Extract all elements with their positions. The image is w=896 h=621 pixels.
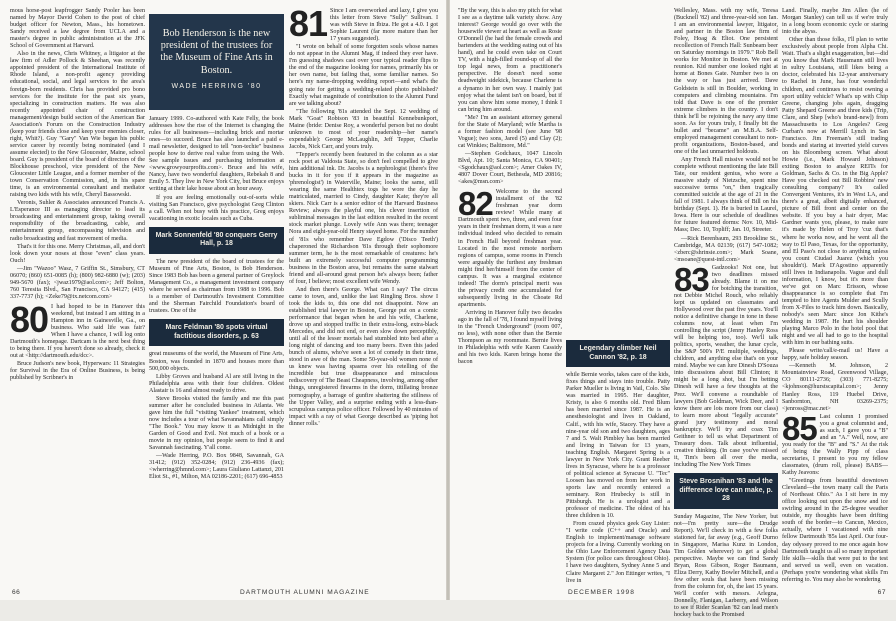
paragraph: while Bernie works, takes care of the kids, fixes things and stays into trouble. Patty Parker Mueller is living in Vail, Colo. She was married in 1995. Her daughter, Kristy, is also 6 months old. Fred Blum has been married since 1987. He is an anesthesiologist and lives in Oakland, Calif., with his wife, Stacey. They have a nine-year old son and two daughters, ages 7 and 5. Walt Pimbley has been married and living in Taiwan for 13 years, teaching English. Margaret Spring is a lawyer in New York City. Grant Reeber lives in Syracuse, where he is a professor of political science at Syracuse U. "Tec" Loosen has moved on from her work in sports law and recently entered a seminary. Ron Hrubecky is still in Pittsburgh. He is a urologist and a professor of medicine. The oldest of his three children is 10. (566, 372, 670, 520)
paragraph: Other than those folks, I'll plan to write exclusively about people from Alpha Chi. Wait. That's a slight exaggeration, but—did you know that Mark Hausmann still lives in sultry Louisiana, still likes being a doctor, celebrated his 12-year anniversary to Rachel in June, has four wonderful children, and continues to resist owning a sport utility vehicle? What's up with Chip Greene, changing jobs again, dragging Patty Shepard Greene and three kids (Trip, Clare, and Shep [who's brand-new]) from Massachusetts to Los Angeles? Greg Curban's now at Merrill Lynch in San Francisco. Jim Freeman's still trading bonds and staring at inverted yield curves on his Bloomberg screen. What about Howie (i.e., Mark Howard Johnson) exiting Boston to analyze REITs for Goldman, Sachs & Co. in the Big Apple? Have you checked out Bill Robbins' new consulting company? It's called Convergent Ventures, it's in West LA, and there's a great, albeit digitally enhanced, picture of Bill front and center on the website. If you buy a hair dryer, Mac Gardner wants you, please, to make sure it's made by Helen of Troy 'cuz that's where he works now, and he went all the way to El Paso, Texas, for the opportunity, and El Paso's not close to anything unless you count Ciudad Juarez (which you shouldn't). Mark D'Agostino apparently still lives in Indianapolis. Vague and dull information, I know, but it's more than we've got on Marc Erisson, whose disappearance is so complete that I'm tempted to hire Agents Mulder and Scully from X-Files to track him down. Basically, nobody's seen Marc since Jon Kithe's wedding in 1987. He hurt his shoulder playing Marco Polo in the hotel pool that night and we all had to go to the hospital with him in our bathing suits. (782, 37, 888, 347)
right-column-1 (458, 8, 562, 367)
paragraph: Last column I promised you a great columnist and, as such, I gave you a "B" and an "A." Well, now, are you ready for the "B" and "S." At the risk of being the Wally Pipp of class secretaries, I present to you my fellow classmates, (drum roll, please) BABS—Kathy Jeavons: (782, 413, 888, 477)
paragraph: The new president of the board of trustees for the Museum of Fine Arts, Boston, is Bob Henderson. Since 1983 Bob has been a general partner of Greylock Management Co., a management investment company where he served as chairman from 1988 to 1996. Bob is a member of Dartmouth's Investment Committee and the Sherman Fairchild Foundation's board of trustees. One of the (149, 258, 284, 315)
paragraph: mous horse-post leapfrogger Sandy Pooler has been named by Mayor David Cohen to the post of chief budget officer for Newton, Mass., his hometown. Sandy received a law degree from UCLA and a master's degree in public administration at the JFK School of Government at Harvard. (10, 8, 145, 50)
left-column-3 (289, 3, 438, 429)
paragraph: "The following '81s attended the Sept. 12 wedding of Mark "Goat" Robison '83 in beautiful Kennebunkport, Maine (bride: Denise Roy, a wonderful person but no doubt unknown to most of your readership—her name's expendable): George McLaughlin, Jeff Tepper, Charlie Jacobs, Nick Carr, and yours truly. (289, 108, 438, 150)
paragraph: That's it for this one. Merry Christmas, all, and don't look down your noses at those "even" class years. Ouch! (10, 243, 145, 264)
paragraph: "Tepper's recently been featured in the column as a star rock poet at Valdosta State, so don't feel compelled to give him additional ink. Dr. Jacobs is a nephrologist (there's five bucks in it for you if it appears in the magazine as 'phrenologist') in Waterville, Maine; looks the same, still wearing the same Healthtex togs he wore the day he matriculated, married to Cindy, daughter Kate; they're all skiers. Nick Carr is a senior editor of the Harvard Business Review; always the playful one, his clever insertion of subliminal messages in the last edition resulted in the recent stock market plunge. Lovely wife Ann was there; teenager Nora and eight-year-old Henry stayed home. For the number of '81s who remember Dave Egdow ('Disco Teeth') chaperoned the Richardson '81s through their sophomore summer term, he is the most remarkable of creatures: he's built an extremely successful computer programming business in the Boston area, but remains the same stalwart friend and all-around great person he's always been; father of four, I believe; most excellent wife Wendy. (289, 151, 438, 285)
paragraph: great museums of the world, the Museum of Fine Arts, Boston, was founded in 1870 and houses more than 500,000 objects. (149, 351, 284, 372)
paragraph: Gadzooks! Not one, but two deadlines missed already. Blame it on me for botching the transition, not Debbie Michel Rouch, who reliably kept us updated on classmates and Hollywood over the past five years. You'll notice a definitive change in tone in these columns now, at least when I'm controlling the script (Jenny Hanley Ross will be helping too, too). We'll talk politics, sports, weather, the lunar cycle, the S&P 500's P/E multiple, weddings, children, and anything else that's on your mind. Maybe we can lure Dinesh D'Souza into discussions about Bill Clinton; it might be a long shot, but I'm betting Dinesh will have a few thoughts at the Prez. We'll convene a roundtable of lawyers (Bob Goldman, Wick Deer, and I know there are lots more from our class) to learn more about "legally accurate" grand jury testimony and moral bankruptcy. We'll try and coax Tim Geithner to tell us what Department of Treasury does. Talk about influential, creative thinking. (In case you've missed it, Tim's been all over the media, including The New York Times (674, 264, 778, 468)
paragraph: "Me? I'm an assistant attorney general for the State of Maryland; wife Martha is a former fashion model (see June '98 Vogue); two sons, Jared (5) and Clay (2); cat Winkies; Baltimore, Md." (458, 114, 562, 149)
paragraph: Please write/call/e-mail us! Have a happy, safe holiday season. (782, 348, 888, 362)
paragraph: From crazed physics geek Guy Lister: "I write code (C++ and Oracle) and English to implement/manage software projects for a living. Currently working on the Ohio Law Enforcement Agency Data System (for police cars throughout Ohio). I have two daughters, Sydney Anne 5 and Claire Margaret 2." Jon Ettinger writes, "I live in (566, 521, 670, 584)
class-secretary-signature: —Wade Herring, P.O. Box 9848, Savannah, GA 31412; (912) 352-0284; (912) 236-4936 (fax); <wherring@hmnd.com>; Laura Giuliano Lattanzi, 201 Eliot St., #1, Milton, MA 02186-2201; (617) 696-4853 (149, 453, 284, 481)
class-entry-82 (458, 185, 562, 366)
issue-date-footer: DECEMBER 1998 (568, 589, 635, 596)
paragraph: Since I am overworked and lazy, I give you this letter from Steve "Sully" Sullivan. I was with Steve in Ibiza. He got a 4.0. I got Sophie Laurent (far more mature than her 17 years suggested). (330, 8, 438, 43)
paragraph: Welcome to the second installment of the '82 freshman year dorm review! While many at Dartmouth spent two, three, and even four years in their freshman dorm, it was a rare individual indeed who decided to remain in French Hall beyond freshman year. Located in the most remote northern regions of campus, some rooms in French were arguably the furthest any freshman might find her/himself from the center of campus. It was a marginal existence indeed! The dorm's principal merit was the privacy credit one accumulated for subsequently living in the Choate Rd apartments. (458, 189, 562, 308)
class-year-dropcap: 82 (458, 185, 493, 223)
paragraph: Libby Groves and husband Al are still living in the Philadelphia area with their four children. Oldest Alastair is 16 and almost ready to drive. (149, 373, 284, 394)
paragraph: "I wrote on behalf of some forgotten souls whose names do not appear in the Alumni Mag, if indeed they ever have. I'm guessing shadows cast over your typical reader flips to the end of the magazine looking for names, primarily his or her own name, but failing that, some familiar names. So here's my name-dropping wedding report—and what's the going rate for getting a wedding-related photo published? Exactly what magnitude of contribution to the Alumni Fund are we talking about? (289, 44, 438, 107)
cross-reference-callout[interactable]: Marc Feldman '80 spots virtual factitious disorders, p. 63 (149, 319, 284, 346)
class-year-dropcap: 81 (289, 3, 328, 44)
paragraph: Bruce Judson's new book, Hyperwars: 11 Strategies for Survival in the Era of Online Business, is being published by Scribner's in (10, 361, 145, 382)
pull-quote-text: Bob Henderson is the new president of the trustees for the Museum of Fine Arts in Boston. (160, 28, 273, 76)
class-secretary-signature: —Stephen Godchaux, 1047 Lincoln Blvd, Apt. 10; Santa Monica, CA 90401; <Sgodchaux@aol.com>; Amer Oakes IV, 4807 Dover Court, Bethesda, MD 20816; <akes@msn.com> (458, 150, 562, 186)
magazine-footer-title: DARTMOUTH ALUMNI MAGAZINE (240, 589, 370, 596)
page-number: 66 (12, 589, 21, 596)
paragraph: "By the way, this is also my pitch for what I see as a daytime talk variety show. Any interest? George would go over with the housewife viewer at heart as well as Rosie O'Donnell (he had the female crowds and bartenders at the wedding eating out of his hand), and he could even take on Court TV, with a high-filled round-up of all the top legal news, from a practitioner's perspective. He doesn't need some deadweight sidekick, because Charlene is a dynamo in her own way. I mainly just enjoy what the talent isn't on board, but if you can show him some money, I think I can bring him around. (458, 8, 562, 113)
left-column-2 (149, 116, 284, 482)
paragraph: Sunday Magazine, The New Yorker, but not—I'm pretty sure—the Drudge Report). We'll check in with a few folks stationed far, far away (e.g., Geoff Durno in Singapore, Marisa Kunz in London, Tim Golden wherever) to get a global perspective. Maybe we can find Sandy Bryan, Ross Gibson, Roger Baumann, Eliza Derry, Kathy Bowler Mitchell, and a few other souls that have been missing from the column for, oh, the last 15 years. We'll confer with messrs. Arlegna, Donnelly, Flanigan, Larberry, and Wilson to see if Rider Scanlan '82 can lead men's hockey back to the Promised (674, 513, 778, 619)
paragraph: Steve Brooks visited the family and me this past summer after he concluded business in Atlanta. We gave him the full "visiting Yankee" treatment, which now includes a tour of what Savannahians call simply "The Book." You may know it as Midnight in the Garden of Good and Evil. Not much of a book or a movie in my opinion, but people seem to find it and Savannah fascinating. Y'all come. (149, 395, 284, 452)
paragraph: Any French Hall missive would not be complete without mentioning the late Bill Tate, our resident genius, who wore a massive study of Nietzsche, spent nine successive terms "on," then tragically committed suicide at the age of 21 in the fall of 1981. I always think of Bill on his birthday (Sept. 1). He is buried in Laurel, Iowa. Here is our schedule of deadlines for future featured dorms: Nov. 10, Mid-Mass; Dec. 10, Topliff; Jan. 10, Streeter. (674, 156, 778, 234)
paragraph: Land. Finally, maybe Jim Allen (he of Morgan Stanley) can tell us if we're truly in a long boom economic cycle or staring into the abyss. (782, 8, 888, 36)
cross-reference-callout[interactable]: Steve Brosnihan '83 and the difference love can make, p. 28 (674, 473, 778, 509)
paragraph: Also in the news, Chris Whitney, a litigator at the law firm of Adler Pollock & Sheehan, was recently appointed president of the International Institute of Rhode Island, a non-profit agency providing educational, social, and legal services to the area's foreign-born residents. Chris has provided pro bono services for the institute for the past six years, specializing in construction matters. He was also recently appointed chair of construction management/design build section of the American Bar Association's Forum on the Construction Industry (keep your friends close and keep your enemies closer, right, Whit?). Guy "Gary" Van Wie began his public service career by recently being nominated (and I assume elected) to the New Gloucester, Maine, school board. Guy is president of the board of directors of the Blockhouse preschool, vice president of the New Gloucester Little League, and a former member of the town Conservation Commission, and, in his spare time, is an environmental consultant and mediator raising two kids with his wife, Cheryl Bassowski. (10, 51, 145, 199)
class-year-dropcap: 83 (674, 260, 709, 298)
class-year-dropcap: 85 (782, 409, 817, 447)
paragraph: Veronis, Suhler & Associates announced Francis A. L'Esperance III as managing director to lead its broadcasting and entertainment group, taking overall responsibility of the broadcasting, cable, and entertainment group, encompassing television and radio broadcasting and fast movement of media. (10, 200, 145, 242)
paragraph: January 1999. Co-authored with Kate Felly, the book addresses how the rise of the Internet is changing the rules for all businesses—including brick and mortar ones—to succeed. Bruce has also launched a paid e-mail newsletter, designed to tell "non-techie" business people how to derive real value from using the Web. See sample issues and purchasing information at <www.growyourprofits.com>. Bruce and his wife, Nancy, have two wonderful daughters, Rebekah 8 and Emily 5. They live in New York City, but Bruce enjoys writing at their lake house about an hour away. (149, 116, 284, 193)
left-page (0, 0, 446, 600)
right-column-2 (566, 340, 670, 586)
paragraph: If you are feeling emotionally out-of-sorts while visiting San Francisco, give psychologist Greg Clinton a call. When not busy with his practice, Greg enjoys vacationing in exotic locales such as Cuba. (149, 194, 284, 222)
paragraph: Arriving in Hanover fully two decades ago in the fall of '78, I found myself living in the "French Underground" (room 007, no less), with none other than the Bernie Thompson as my roommate. Bernie lives in Philadelphia with wife Karen Cassidy and his two kids. Karen brings home the bacon (458, 309, 562, 366)
right-page (450, 0, 896, 619)
right-column-4 (782, 8, 888, 585)
left-column-1 (10, 8, 145, 383)
page-number: 67 (877, 589, 886, 596)
class-entry-80 (10, 298, 145, 383)
class-secretary-signature: —Jim "Wazoo" Wasz, 7 Griffin St., Simsbury, CT 06070; (860) 651-0085 (h); (800) 982-6880 (w); (203) 949-5670 (fax); <jwaz1979@aol.com>; Jeff Bolton, 760 Teresita Blvd., San Francisco, CA 94127; (415) 337-7737 (h); <Zeke79@tx.netcom.com> (10, 265, 145, 300)
paragraph: Wellesley, Mass. with my wife, Teresa (Bucknell '82) and three-year-old son Ian. I am an environmental lawyer, litigator, and partner in the Boston law firm of Foley, Hoag & Eliot. One persistent recollection of French Hall: Sunbeam beer on Saturday mornings in 1979." Rob Bell works for Monitor in Boston. We met at reunion. Kid number one looked right at home at Bones Gate. Number two is on the way or has just arrived. Dave Goldstein is still in Boulder, working in computers and climbing mountains. I'm told that Dave is one of the premier extreme climbers in the country. I don't think he'll be rejoining the navy any time soon. As for yours truly, I finally bit the bullet and "became" an M.B.A. Self-employed management consultant to non-profit organizations, Boston-based, and one of the last unmarried holdouts. (674, 8, 778, 155)
pull-quote-byline: WADE HERRING '80 (171, 82, 262, 90)
paragraph: I had hoped to be in Hanover this weekend, but instead I am sitting in a Hampton inn in Gainesville, Ga., on business. Who said life was fair? When I have a chance, I will log onto Dartmouth's homepage. Dartcam is the next best thing to being there. If you haven't done so already, check it out at <http://dartmouth.edu/dcc>. (10, 303, 145, 360)
class-secretary-signature: —Kenneth M. Johnson, 2 Mountainview Road, Greenwood Village, CO 80111-2736; (303) 771-8275; <kjohnson@hurstscapital.com>; Jenny Hanley Ross, 119 Huebel Drive, Sanbornton, NH 03269-2375; <jenross@mac.net> (782, 363, 888, 412)
pull-quote-box (149, 14, 284, 110)
paragraph: "Greetings from beautiful downtown Cleveland—the town many call the Paris of Northeast Ohio." As I sit here in my office looking out upon the snow and ice swirling around in the 25-degree weather outside, my thoughts have been drifting south of the border—to Cancun, Mexico, actually, where I vacationed with nine fellow Dartmouth '85s last April. Our four-day odyssey proved to me once again how Dartmouth taught us all so many important life skills—skills that were put to the test and served us well, even on vacation. (Perhaps you're wondering what skills I'm referring to. You may also be wondering (782, 478, 888, 583)
paragraph: And then there's George. What can I say? The circus came to town, and, unlike the last Ringling Bros. show I took the kids to, this one did not disappoint. Now an established trial lawyer in Boston, George put on a comic performance that began when he and his wife, Charlene, drove up and stopped traffic in their extra-long, extra-black Mercedes, and did not end, or even slow down perceptibly, until all of the lesser mortals had stumbled into bed after a long night of dancing and too many beers. Even this jaded bunch of alums, who've seen a lot of comedy in their time, stood in awe of the man. Some 50-year-old women none of us knew was having spasms over his retelling of the incredible but true disappearance and miraculous rediscovery of The Beast Cheapness, involving, among other things, unregistered firearms in the dorm, titillating bronze pornography, a barrage of gunfire shattering the stillness of the Upper Valley, and a surprise ending with a less-than-scrupulous campus police officer. Followed by 40 minutes of impact with a ray of what George described as 'piping hot dinner rolls.' (289, 286, 438, 427)
class-secretary-signature: —Rick Berenbaum, 293 Brookline St., Cambridge, MA 02139; (617) 547-1082; <zberc@shrinsie.com>; Mark Soane, <msoane@quest-intl.com> (674, 235, 778, 263)
class-year-dropcap: 80 (10, 298, 49, 340)
cross-reference-callout[interactable]: Legendary climber Neil Cannon '82, p. 18 (566, 340, 670, 367)
cross-reference-callout[interactable]: Mark Sonnenfeld '80 conquers Gerry Hall, p. 18 (149, 227, 284, 254)
right-column-3 (674, 8, 778, 621)
